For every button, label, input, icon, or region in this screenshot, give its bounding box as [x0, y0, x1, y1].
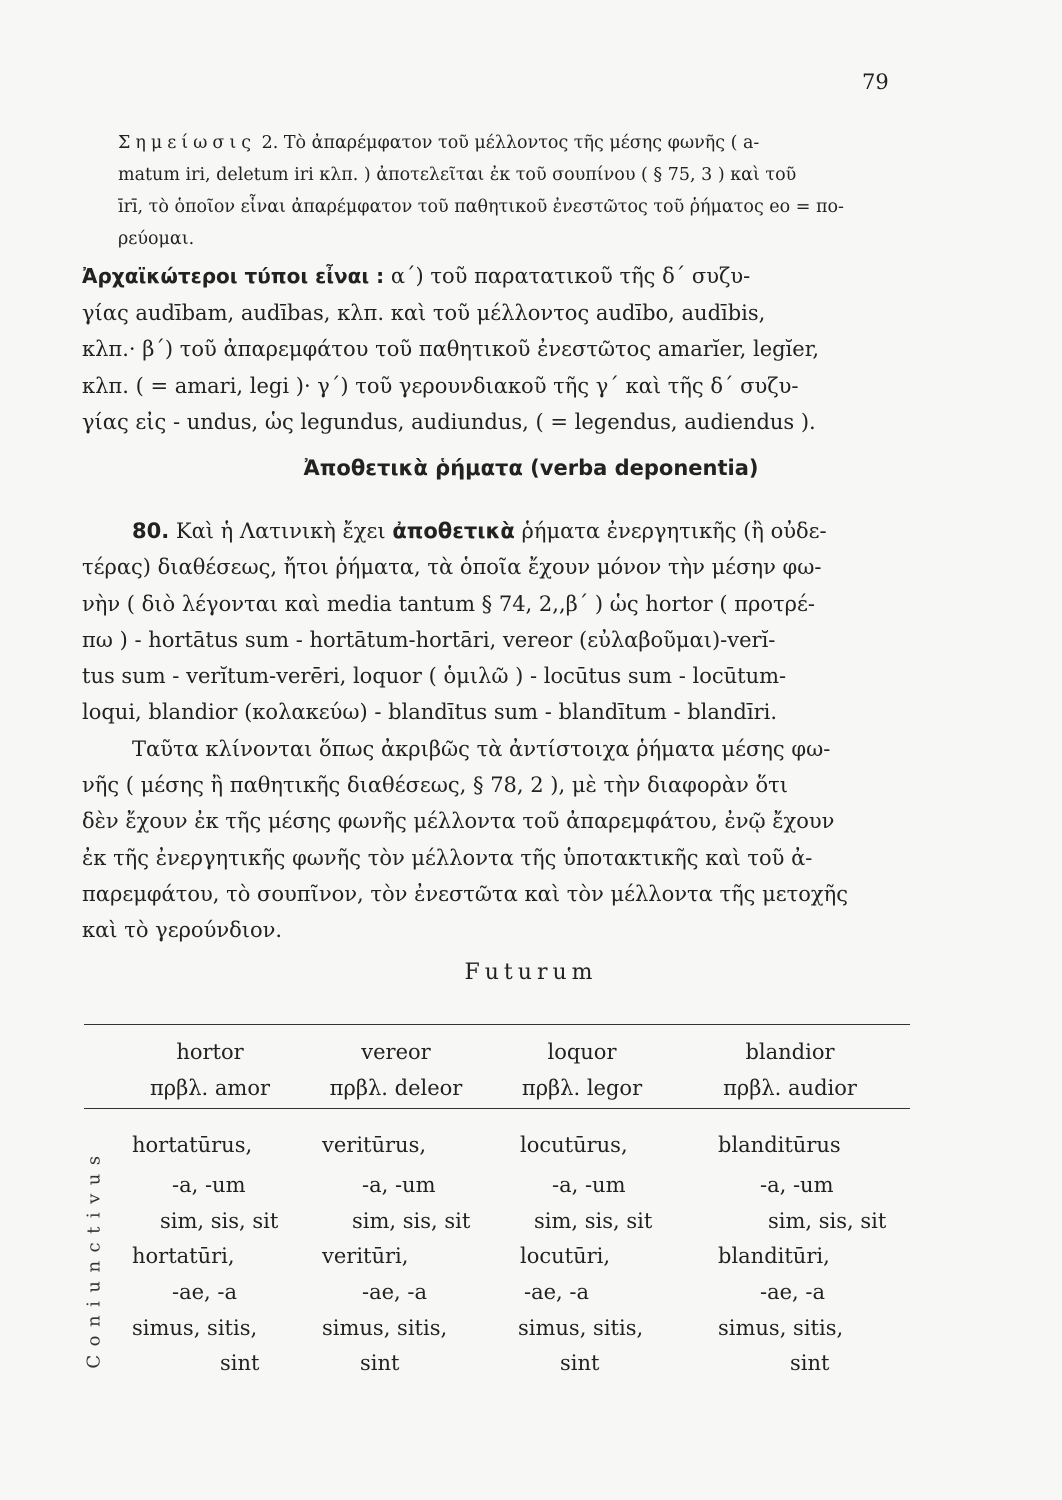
archaic-line: [82, 258, 908, 295]
section-heading: Ἀποθετικὰ ῥήματα (verba deponentia): [303, 456, 759, 480]
archaic-lead: Ἀρχαϊκώτεροι τύποι εἶναι :: [82, 264, 385, 288]
archaic-first-line: α΄) τοῦ παρατατικοῦ τῆς δ΄ συζυ-: [390, 264, 751, 288]
table-cell: sint: [560, 1351, 600, 1375]
table-cell: hortatūrus,: [132, 1133, 253, 1157]
note-line: ρεύομαι.: [118, 229, 195, 249]
note-lead: Σημείωσις: [118, 133, 257, 153]
table-cell: -a, -um: [760, 1173, 834, 1197]
table-cell: locutūrus,: [520, 1133, 628, 1157]
table-cell: sim, sis, sit: [160, 1209, 279, 1233]
p80-line: ἐκ τῆς ἐνεργητικῆς φωνῆς τὸν μέλλοντα τῆς ὑποτακτικῆς καὶ τοῦ ἀ-: [82, 845, 813, 870]
column-compare: πρβλ. deleor: [329, 1076, 463, 1100]
archaic-line: γίας audībam, audības, κλπ. καὶ τοῦ μέλλοντος audībo, audībis,: [82, 300, 766, 325]
column-verb: vereor: [361, 1040, 431, 1064]
p80-line: tus sum - verĭtum-verēri, loquor ( ὁμιλῶ ) - locūtus sum - locūtum-: [82, 664, 787, 689]
column-header-vereor: [296, 1034, 496, 1106]
table-cell: veritūrus,: [322, 1133, 427, 1157]
table-cell: -a, -um: [552, 1173, 626, 1197]
paragraph-number: 80.: [132, 519, 170, 543]
note-line: [118, 127, 908, 159]
table-cell: -ae, -a: [172, 1280, 238, 1304]
p80-line: νῆς ( μέσης ἢ παθητικῆς διαθέσεως, § 78, 2 ), μὲ τὴν διαφορὰν ὅτι: [82, 773, 788, 798]
table-header-rule: [84, 1108, 910, 1109]
paragraph-80: [82, 513, 908, 949]
page-number: 79: [862, 70, 889, 94]
table-title: Futurum: [464, 960, 598, 985]
p80-first-post: ῥήματα ἐνεργητικῆς (ἢ οὐδε-: [521, 519, 827, 543]
table-cell: hortatūri,: [132, 1244, 235, 1268]
table-cell: sim, sis, sit: [534, 1209, 653, 1233]
p80-line: παρεμφάτου, τὸ σουπῖνον, τὸν ἐνεστῶτα καὶ τὸν μέλλοντα τῆς μετοχῆς: [82, 881, 848, 906]
archaic-forms-paragraph: [82, 258, 908, 441]
p80-term: ἀποθετικὰ: [392, 519, 515, 543]
table-cell: -ae, -a: [760, 1280, 826, 1304]
p80-line: loqui, blandior (κολακεύω) - blandītus sum - blandītum - blandīri.: [82, 700, 778, 725]
table-cell: -ae, -a: [524, 1280, 590, 1304]
archaic-line: γίας εἰς - undus, ὡς legundus, audiundus, ( = legendus, audiendus ).: [82, 410, 816, 434]
table-cell: veritūri,: [322, 1244, 409, 1268]
p80-first-pre: Καὶ ἡ Λατινικὴ ἔχει: [175, 519, 386, 543]
table-cell: simus, sitis,: [518, 1316, 644, 1340]
table-cell: sim, sis, sit: [352, 1209, 471, 1233]
p80-line: καὶ τὸ γερούνδιον.: [82, 918, 283, 943]
note-line: īrī, τὸ ὁποῖον εἶναι ἀπαρέμφατον τοῦ παθητικοῦ ἐνεστῶτος τοῦ ῥήματος eo = πο-: [118, 197, 844, 217]
mood-label: [80, 1132, 108, 1384]
table-cell: sint: [790, 1351, 830, 1375]
table-cell: -ae, -a: [362, 1280, 428, 1304]
table-cell: sim, sis, sit: [768, 1209, 887, 1233]
column-compare: πρβλ. audior: [723, 1076, 857, 1100]
table-cell: sint: [220, 1351, 260, 1375]
table-cell: blanditūrus: [718, 1133, 841, 1157]
note-line: matum iri, deletum iri κλπ. ) ἀποτελεῖται ἐκ τοῦ σουπίνου ( § 75, 3 ) καὶ τοῦ: [118, 165, 797, 185]
p80-line: πω ) - hortātus sum - hortātum-hortāri, vereor (εὐλαβοῦμαι)-verĭ-: [82, 627, 776, 652]
table-cell: locutūri,: [520, 1244, 611, 1268]
p80-line: νὴν ( διὸ λέγονται καὶ media tantum § 74, 2,,β΄ ) ὡς hortor ( προτρέ-: [82, 591, 815, 616]
p80-line: δὲν ἔχουν ἐκ τῆς μέσης φωνῆς μέλλοντα τοῦ ἀπαρεμφάτου, ἐνῷ ἔχουν: [82, 809, 835, 834]
table-cell: simus, sitis,: [718, 1316, 844, 1340]
table-cell: blanditūri,: [718, 1244, 830, 1268]
table-cell: simus, sitis,: [322, 1316, 448, 1340]
table-cell: sint: [360, 1351, 400, 1375]
column-verb: loquor: [547, 1040, 617, 1064]
table-cell: simus, sitis,: [132, 1316, 258, 1340]
column-verb: blandior: [745, 1040, 835, 1064]
p80-line: [82, 513, 908, 549]
column-header-blandior: [690, 1034, 890, 1106]
archaic-line: κλπ. ( = amari, legi )· γ΄) τοῦ γερουνδιακοῦ τῆς γ΄ καὶ τῆς δ΄ συζυ-: [82, 373, 799, 398]
table-cell: -a, -um: [172, 1173, 246, 1197]
p80-line: Ταῦτα κλίνονται ὅπως ἀκριβῶς τὰ ἀντίστοιχα ῥήματα μέσης φω-: [132, 736, 831, 761]
column-compare: πρβλ. amor: [149, 1076, 271, 1100]
column-verb: hortor: [176, 1040, 244, 1064]
table-cell: -a, -um: [362, 1173, 436, 1197]
note-paragraph: [118, 127, 908, 255]
table-top-rule: [84, 1024, 910, 1025]
column-compare: πρβλ. legor: [521, 1076, 643, 1100]
archaic-line: κλπ.· β΄) τοῦ ἀπαρεμφάτου τοῦ παθητικοῦ ἐνεστῶτος amarĭer, legĭer,: [82, 337, 820, 361]
column-header-loquor: [482, 1034, 682, 1106]
column-header-hortor: [110, 1034, 310, 1106]
mood-label-text: Coniunctivus: [83, 1147, 105, 1369]
note-first-line: 2. Τὸ ἀπαρέμφατον τοῦ μέλλοντος τῆς μέσης φωνῆς ( a-: [261, 133, 760, 153]
p80-line: τέρας) διαθέσεως, ἤτοι ῥήματα, τὰ ὁποῖα ἔχουν μόνον τὴν μέσην φω-: [82, 555, 822, 580]
